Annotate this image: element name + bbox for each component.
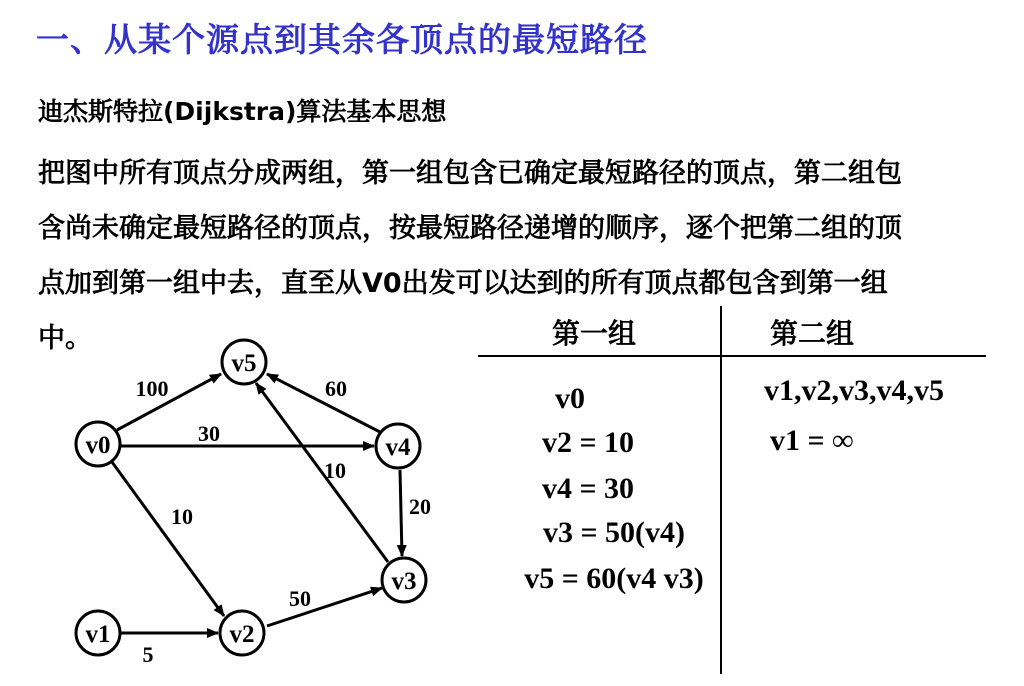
paragraph-line: 中。 [38, 323, 92, 354]
group2-row: v1,v2,v3,v4,v5 [764, 374, 944, 407]
node-label: v2 [229, 621, 255, 648]
group1-row: v4 = 30 [541, 472, 635, 505]
edge-v4-v3 [400, 470, 402, 556]
edge-weight-v0-v4: 30 [198, 421, 220, 446]
group1-row: v0 [555, 382, 585, 415]
edge-v0-v2 [112, 462, 224, 616]
paragraph-line: 含尚未确定最短路径的顶点，按最短路径递增的顺序，逐个把第二组的顶 [38, 213, 902, 244]
node-label: v4 [385, 434, 411, 461]
node-v2 [220, 611, 264, 655]
paragraph-line: 点加到第一组中去，直至从V0出发可以达到的所有顶点都包含到第一组 [38, 268, 888, 299]
node-label: v0 [85, 432, 111, 459]
group2-header: 第二组 [770, 317, 855, 350]
group1-row: v2 = 10 [541, 426, 635, 459]
group1-row: v5 = 60(v4 v3) [524, 562, 704, 595]
group1-header: 第一组 [552, 317, 637, 350]
page-title: 一、从某个源点到其余各顶点的最短路径 [36, 20, 648, 59]
node-v4 [376, 424, 420, 468]
node-v1 [76, 611, 120, 655]
edge-weight-v0-v5: 100 [135, 376, 169, 401]
group1-row: v3 = 50(v4) [542, 516, 686, 549]
edge-v3-v5 [256, 383, 388, 562]
paragraph-line: 把图中所有顶点分成两组，第一组包含已确定最短路径的顶点，第二组包 [38, 158, 902, 189]
table-divider-vertical [720, 306, 722, 674]
edge-weight-v1-v2: 5 [142, 642, 154, 667]
edge-weight-v3-v5: 10 [324, 458, 346, 483]
edge-weight-v2-v3: 50 [289, 586, 311, 611]
table-divider-horizontal [478, 355, 986, 357]
edge-weight-v4-v3: 20 [409, 494, 431, 519]
edge-weight-v0-v2: 10 [171, 504, 193, 529]
node-label: v5 [231, 350, 257, 377]
node-v5 [222, 340, 266, 384]
section-subtitle: 迪杰斯特拉(Dijkstra)算法基本思想 [38, 97, 447, 126]
group2-row: v1 = ∞ [770, 424, 854, 457]
node-label: v3 [391, 568, 417, 595]
edge-v2-v3 [267, 588, 382, 626]
node-v3 [382, 558, 426, 602]
node-label: v1 [85, 621, 111, 648]
edge-weight-v4-v5: 60 [325, 376, 347, 401]
node-v0 [76, 422, 120, 466]
